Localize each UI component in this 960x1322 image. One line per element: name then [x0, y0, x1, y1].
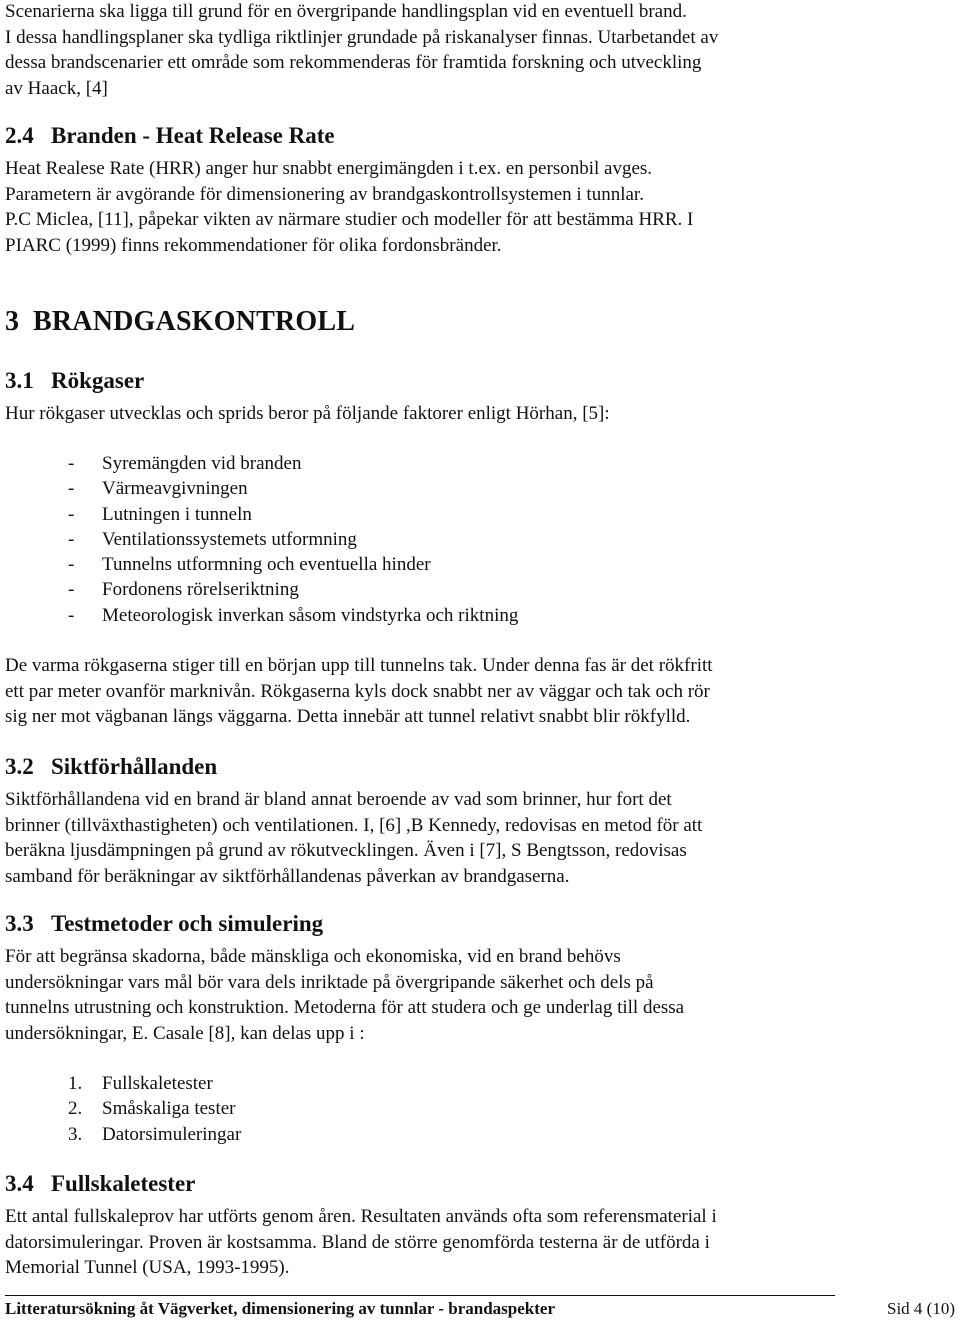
section-3-3-paragraph: [5, 944, 684, 1046]
list-item: - Värmeavgivningen: [68, 476, 518, 501]
list-number: 2.: [68, 1098, 83, 1120]
text-line: beräkna ljusdämpningen på grund av rökutvecklingen. Även i [7], S Bengtsson, redovisas: [5, 840, 687, 861]
text-line: Ett antal fullskaleprov har utförts genom åren. Resultaten används ofta som referensmaterial i: [5, 1206, 717, 1227]
list-bullet: -: [68, 604, 75, 626]
list-bullet: -: [68, 453, 75, 474]
section-title: Branden - Heat Release Rate: [51, 123, 335, 148]
text-line: Parametern är avgörande för dimensionering av brandgaskontrollsystemen i tunnlar.: [5, 183, 644, 205]
section-title: Fullskaletester: [51, 1171, 196, 1196]
section-heading-3-2: [5, 752, 217, 782]
section-number: 3.4: [5, 1171, 34, 1196]
list-item: - Meteorologisk inverkan såsom vindstyrka och riktning: [68, 603, 518, 628]
text-line: PIARC (1999) finns rekommendationer för olika fordonsbränder.: [5, 234, 502, 256]
section-title: Testmetoder och simulering: [51, 911, 324, 936]
list-item: 1. Fullskaletester: [68, 1071, 241, 1096]
section-3-4-paragraph: [5, 1204, 717, 1281]
text-line: samband för beräkningar av siktförhållandenas påverkan av brandgaserna.: [5, 865, 570, 887]
text-line: av Haack, [4]: [5, 77, 108, 99]
list-bullet: -: [68, 528, 75, 550]
section-3-2-paragraph: [5, 787, 702, 889]
text-line: dessa brandscenarier ett område som rekommenderas för framtida forskning och utveckling: [5, 52, 702, 73]
section-3-1-paragraph: [5, 653, 713, 730]
section-number: 3.1: [5, 368, 34, 393]
text-line: datorsimuleringar. Proven är kostsamma. Bland de större genomförda testerna är de utförda i: [5, 1231, 710, 1253]
section-title: Rökgaser: [51, 368, 145, 393]
factor-list: [5, 451, 518, 628]
chapter-number: 3: [5, 306, 20, 337]
text-line: De varma rökgaserna stiger till en början upp till tunnelns tak. Under denna fas är det rökfritt: [5, 655, 713, 676]
section-number: 3.3: [5, 911, 34, 936]
section-heading-3-3: [5, 909, 323, 939]
section-heading-3-1: [5, 366, 144, 396]
list-item: - Fordonens rörelseriktning: [68, 577, 518, 602]
list-item: - Tunnelns utformning och eventuella hinder: [68, 552, 518, 577]
text-line: tunnelns utrustning och konstruktion. Metoderna för att studera och ge underlag till dessa: [5, 997, 685, 1018]
list-item: - Ventilationssystemets utformning: [68, 527, 518, 552]
text-line: I dessa handlingsplaner ska tydliga riktlinjer grundade på riskanalyser finnas. Utarbetandet av: [5, 26, 719, 48]
text-line: Siktförhållandena vid en brand är bland annat beroende av vad som brinner, hur fort det: [5, 789, 672, 810]
text-line: För att begränsa skadorna, både mänskliga och ekonomiska, vid en brand behövs: [5, 946, 621, 967]
page-number: Sid 4 (10): [887, 1299, 955, 1318]
footer-title: Litteratursökning åt Vägverket, dimensionering av tunnlar - brandaspekter: [5, 1299, 556, 1318]
list-item: 3. Datorsimuleringar: [68, 1122, 241, 1147]
list-number: 1.: [68, 1073, 83, 1094]
text-line: brinner (tillväxthastigheten) och ventilationen. I, [6] ,B Kennedy, redovisas en metod för att: [5, 814, 703, 836]
text-line: P.C Miclea, [11], påpekar vikten av närmare studier och modeller för att bestämma HRR. I: [5, 209, 694, 230]
method-list: [5, 1071, 241, 1147]
section-heading-2-4: [5, 121, 335, 151]
list-bullet: -: [68, 478, 75, 500]
chapter-heading-3: [5, 304, 355, 340]
section-number: 2.4: [5, 123, 34, 148]
text-line: Memorial Tunnel (USA, 1993-1995).: [5, 1257, 290, 1278]
list-item: 2. Småskaliga tester: [68, 1096, 241, 1121]
intro-paragraph: [5, 0, 718, 101]
footer-rule: [5, 1295, 835, 1296]
section-heading-3-4: [5, 1169, 195, 1199]
list-item: - Syremängden vid branden: [68, 451, 518, 476]
section-2-4-paragraph: [5, 156, 693, 258]
section-title: Siktförhållanden: [51, 754, 218, 779]
list-bullet: -: [68, 503, 75, 525]
text-line: undersökningar, E. Casale [8], kan delas upp i :: [5, 1022, 365, 1044]
section-number: 3.2: [5, 754, 34, 779]
text-line: Heat Realese Rate (HRR) anger hur snabbt energimängden i t.ex. en personbil avges.: [5, 158, 653, 179]
text-line: Scenarierna ska ligga till grund för en övergripande handlingsplan vid en eventuell brand.: [5, 1, 687, 22]
section-3-1-intro: Hur rökgaser utvecklas och sprids beror på följande faktorer enligt Hörhan, [5]:: [5, 403, 610, 424]
list-number: 3.: [68, 1123, 83, 1145]
text-line: sig ner mot vägbanan längs väggarna. Detta innebär att tunnel relativt snabbt blir rökfylld.: [5, 706, 691, 727]
chapter-title: BRANDGASKONTROLL: [33, 306, 356, 337]
list-bullet: -: [68, 579, 75, 601]
text-line: undersökningar vars mål bör vara dels inriktade på övergripande säkerhet och dels på: [5, 971, 654, 993]
list-item: - Lutningen i tunneln: [68, 502, 518, 527]
text-line: ett par meter ovanför marknivån. Rökgaserna kyls dock snabbt ner av väggar och tak och rör: [5, 680, 710, 702]
list-bullet: -: [68, 554, 75, 576]
page-footer: [5, 1292, 955, 1322]
